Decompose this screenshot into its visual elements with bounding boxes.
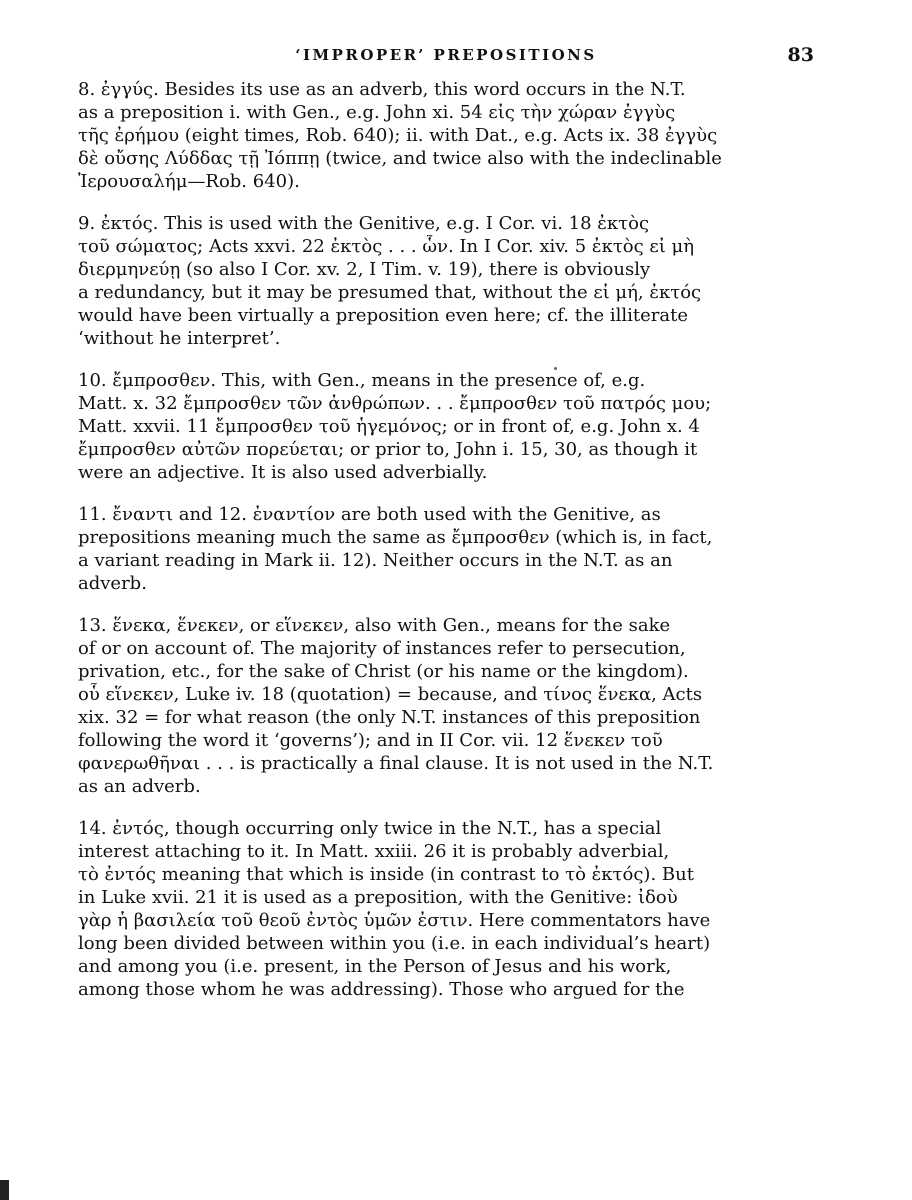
text-line: among those whom he was addressing). Those who argued for the [78,979,685,1000]
print-speck [554,367,557,370]
text-line: xix. 32 = for what reason (the only N.T. instances of this preposition [78,707,701,728]
text-line: δὲ οὔσης Λύδδας τῇ Ἰόππῃ (twice, and twice also with the indeclinable [78,148,722,169]
text-line: following the word it ‘governs’); and in II Cor. vii. 12 ἕνεκεν τοῦ [78,730,663,751]
text-line: interest attaching to it. In Matt. xxiii. 26 it is probably adverbial, [78,841,670,862]
paragraph-8-engus [78,78,814,193]
paragraph-9-ektos [78,212,814,350]
text-line: in Luke xvii. 21 it is used as a preposition, with the Genitive: ἰδοὺ [78,887,678,908]
text-line: 13. ἕνεκα, ἕνεκεν, or εἵνεκεν, also with Gen., means for the sake [78,615,671,636]
text-line: φανερωθῆναι . . . is practically a final clause. It is not used in the N.T. [78,753,714,774]
running-title: ‘IMPROPER’ PREPOSITIONS [295,46,597,64]
text-line: γὰρ ἡ βασιλεία τοῦ θεοῦ ἐντὸς ὑμῶν ἐστιν. Here commentators have [78,910,711,931]
text-line: 9. ἐκτός. This is used with the Genitive, e.g. I Cor. vi. 18 ἐκτὸς [78,213,650,234]
paragraph-14-entos [78,817,814,1001]
text-line: and among you (i.e. present, in the Person of Jesus and his work, [78,956,672,977]
text-line: were an adjective. It is also used adverbially. [78,462,488,483]
text-line: 14. ἐντός, though occurring only twice in the N.T., has a special [78,818,662,839]
text-line: διερμηνεύῃ (so also I Cor. xv. 2, I Tim. v. 19), there is obviously [78,259,651,280]
body-text [78,78,814,1020]
text-line: adverb. [78,573,147,594]
text-line: as an adverb. [78,776,201,797]
text-line: Matt. xxvii. 11 ἔμπροσθεν τοῦ ἡγεμόνος; or in front of, e.g. John x. 4 [78,416,700,437]
scan-edge-mark [0,1180,9,1200]
text-line: ‘without he interpret’. [78,328,281,349]
page-number: 83 [787,44,814,66]
text-line: Ἰερουσαλήμ—Rob. 640). [78,171,300,192]
text-line: as a preposition i. with Gen., e.g. John xi. 54 εἰς τὴν χώραν ἐγγὺς [78,102,676,123]
text-line: privation, etc., for the sake of Christ (or his name or the kingdom). [78,661,689,682]
text-line: long been divided between within you (i.e. in each individual’s heart) [78,933,711,954]
page-header [78,46,814,74]
text-line: 8. ἐγγύς. Besides its use as an adverb, this word occurs in the N.T. [78,79,686,100]
text-line: a redundancy, but it may be presumed that, without the εἰ μή, ἐκτός [78,282,702,303]
text-line: οὗ εἵνεκεν, Luke iv. 18 (quotation) = because, and τίνος ἕνεκα, Acts [78,684,703,705]
paragraph-10-emprosthen [78,369,814,484]
text-line: prepositions meaning much the same as ἔμπροσθεν (which is, in fact, [78,527,713,548]
text-line: a variant reading in Mark ii. 12). Neither occurs in the N.T. as an [78,550,673,571]
paragraph-11-12-enanti [78,503,814,595]
text-line: 10. ἔμπροσθεν. This, with Gen., means in the presence of, e.g. [78,370,646,391]
text-line: Matt. x. 32 ἔμπροσθεν τῶν ἀνθρώπων. . . ἔμπροσθεν τοῦ πατρός μου; [78,393,712,414]
paragraph-13-heneka [78,614,814,798]
text-line: 11. ἔναντι and 12. ἐναντίον are both used with the Genitive, as [78,504,661,525]
text-line: τοῦ σώματος; Acts xxvi. 22 ἐκτὸς . . . ὧν. In I Cor. xiv. 5 ἐκτὸς εἰ μὴ [78,236,694,257]
text-line: would have been virtually a preposition even here; cf. the illiterate [78,305,689,326]
text-line: ἔμπροσθεν αὐτῶν πορεύεται; or prior to, John i. 15, 30, as though it [78,439,698,460]
text-line: of or on account of. The majority of instances refer to persecution, [78,638,686,659]
text-line: τὸ ἐντός meaning that which is inside (in contrast to τὸ ἐκτός). But [78,864,694,885]
text-line: τῆς ἐρήμου (eight times, Rob. 640); ii. with Dat., e.g. Acts ix. 38 ἐγγὺς [78,125,718,146]
